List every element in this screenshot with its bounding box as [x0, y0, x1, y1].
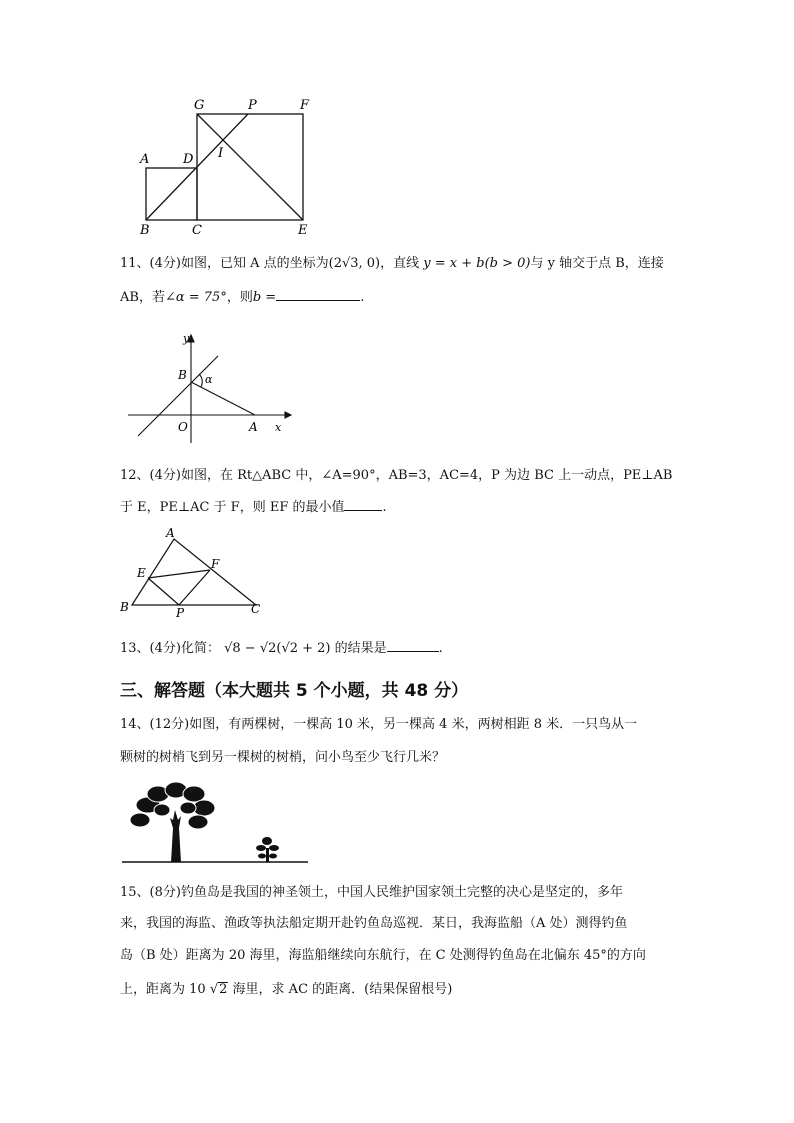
- q15-sqrt-value: 2: [219, 982, 228, 997]
- question-15-line-4: [120, 973, 680, 1006]
- x-axis-arrow-icon: [285, 412, 291, 418]
- q14-text: 14、(12分)如图，有两棵树，一棵高 10 米，另一棵高 4 米，两树相距 8 米．一只鸟从一: [120, 717, 638, 732]
- q13-end: .: [438, 641, 443, 656]
- q12-text: 12、(4分)如图，在 Rt△ABC 中，∠A=90°，AB=3，AC=4，P 为边 BC 上一动点，PE⊥AB: [120, 468, 673, 483]
- q15-text: 海里，求 AC 的距离．(结果保留根号): [232, 982, 453, 997]
- sqrt-symbol: √: [209, 982, 219, 997]
- q12-end: .: [382, 500, 387, 515]
- q11-text: ，直线: [380, 256, 420, 271]
- q15-text: 上，距离为 10: [120, 982, 206, 997]
- label-b: B: [120, 600, 129, 614]
- question-14-line-1: [120, 708, 680, 741]
- label-f: F: [300, 98, 310, 113]
- label-b: B: [140, 223, 150, 238]
- question-15-line-2: [120, 907, 680, 940]
- q11-line-expression: y = x + b(b > 0): [423, 256, 531, 271]
- label-c: C: [251, 602, 261, 616]
- label-p: P: [248, 98, 257, 113]
- q13-expression: √8 − √2(√2 + 2): [224, 641, 331, 656]
- q11-coordinate: (2√3, 0): [328, 256, 381, 271]
- section-heading: 三、解答题（本大题共 5 个小题，共 48 分）: [120, 681, 469, 701]
- label-a: A: [140, 152, 150, 167]
- q15-text: 来，我国的海监、渔政等执法船定期开赴钓鱼岛巡视．某日，我海监船（A 处）测得钓鱼: [120, 916, 628, 931]
- label-o: O: [178, 420, 188, 434]
- question-11-line-1: [120, 247, 680, 280]
- q13-text: 13、(4分)化简：: [120, 641, 220, 656]
- q11-answer-blank: [276, 286, 360, 301]
- label-e: E: [298, 223, 308, 238]
- tall-tree-icon: [130, 782, 215, 862]
- angle-alpha-arc: [199, 374, 202, 387]
- label-alpha: α: [205, 373, 213, 386]
- triangle-figure: [118, 525, 268, 620]
- q13-answer-blank: [387, 637, 439, 652]
- segment-ef: [148, 570, 210, 578]
- question-11-line-2: [120, 281, 680, 314]
- segment-pf: [179, 570, 210, 605]
- label-c: C: [192, 223, 202, 238]
- q15-text: 岛（B 处）距离为 20 海里，海监船继续向东航行，在 C 处测得钓鱼岛在北偏东 45°的方向: [120, 948, 646, 963]
- q14-text: 颗树的树梢飞到另一棵树的树梢，问小鸟至少飞行几米？: [120, 750, 446, 765]
- q12-text: 于 E，PE⊥AC 于 F，则 EF 的最小值: [120, 500, 345, 515]
- question-12-line-2: [120, 491, 680, 524]
- short-tree-icon: [256, 837, 279, 862]
- segment-pe: [148, 578, 179, 605]
- q11-angle: ∠α = 75°: [164, 290, 227, 305]
- label-g: G: [194, 98, 205, 113]
- label-x: x: [275, 421, 282, 434]
- q13-text: 的结果是: [334, 641, 387, 656]
- line-g-e: [197, 114, 303, 220]
- label-a: A: [249, 420, 258, 434]
- q11-answer-var: b =: [252, 290, 277, 305]
- label-f: F: [211, 557, 220, 571]
- axes-figure: [120, 328, 295, 448]
- label-p: P: [176, 606, 185, 620]
- label-y: y: [183, 332, 190, 345]
- squares-figure: [130, 95, 320, 240]
- label-a: A: [166, 526, 175, 540]
- q11-text: ，则: [226, 290, 253, 305]
- q15-text: 15、(8分)钓鱼岛是我国的神圣领土，中国人民维护国家领土完整的决心是坚定的，多年: [120, 885, 623, 900]
- q11-text: AB，若: [120, 290, 165, 305]
- q11-end: .: [360, 290, 365, 305]
- question-15-line-1: [120, 876, 680, 909]
- segment-ab: [191, 382, 255, 415]
- label-d: D: [183, 152, 194, 167]
- question-14-line-2: [120, 741, 680, 774]
- label-i: I: [218, 146, 224, 161]
- question-13: [120, 632, 680, 665]
- q12-answer-blank: [344, 496, 382, 511]
- question-15-line-3: [120, 939, 680, 972]
- trees-figure: [118, 780, 313, 868]
- q11-text: 11、(4分)如图，已知 A 点的坐标为: [120, 256, 329, 271]
- label-e: E: [137, 566, 146, 580]
- question-12-line-1: [120, 459, 680, 492]
- q11-text: 与 y 轴交于点 B，连接: [530, 256, 664, 271]
- label-b: B: [178, 368, 187, 382]
